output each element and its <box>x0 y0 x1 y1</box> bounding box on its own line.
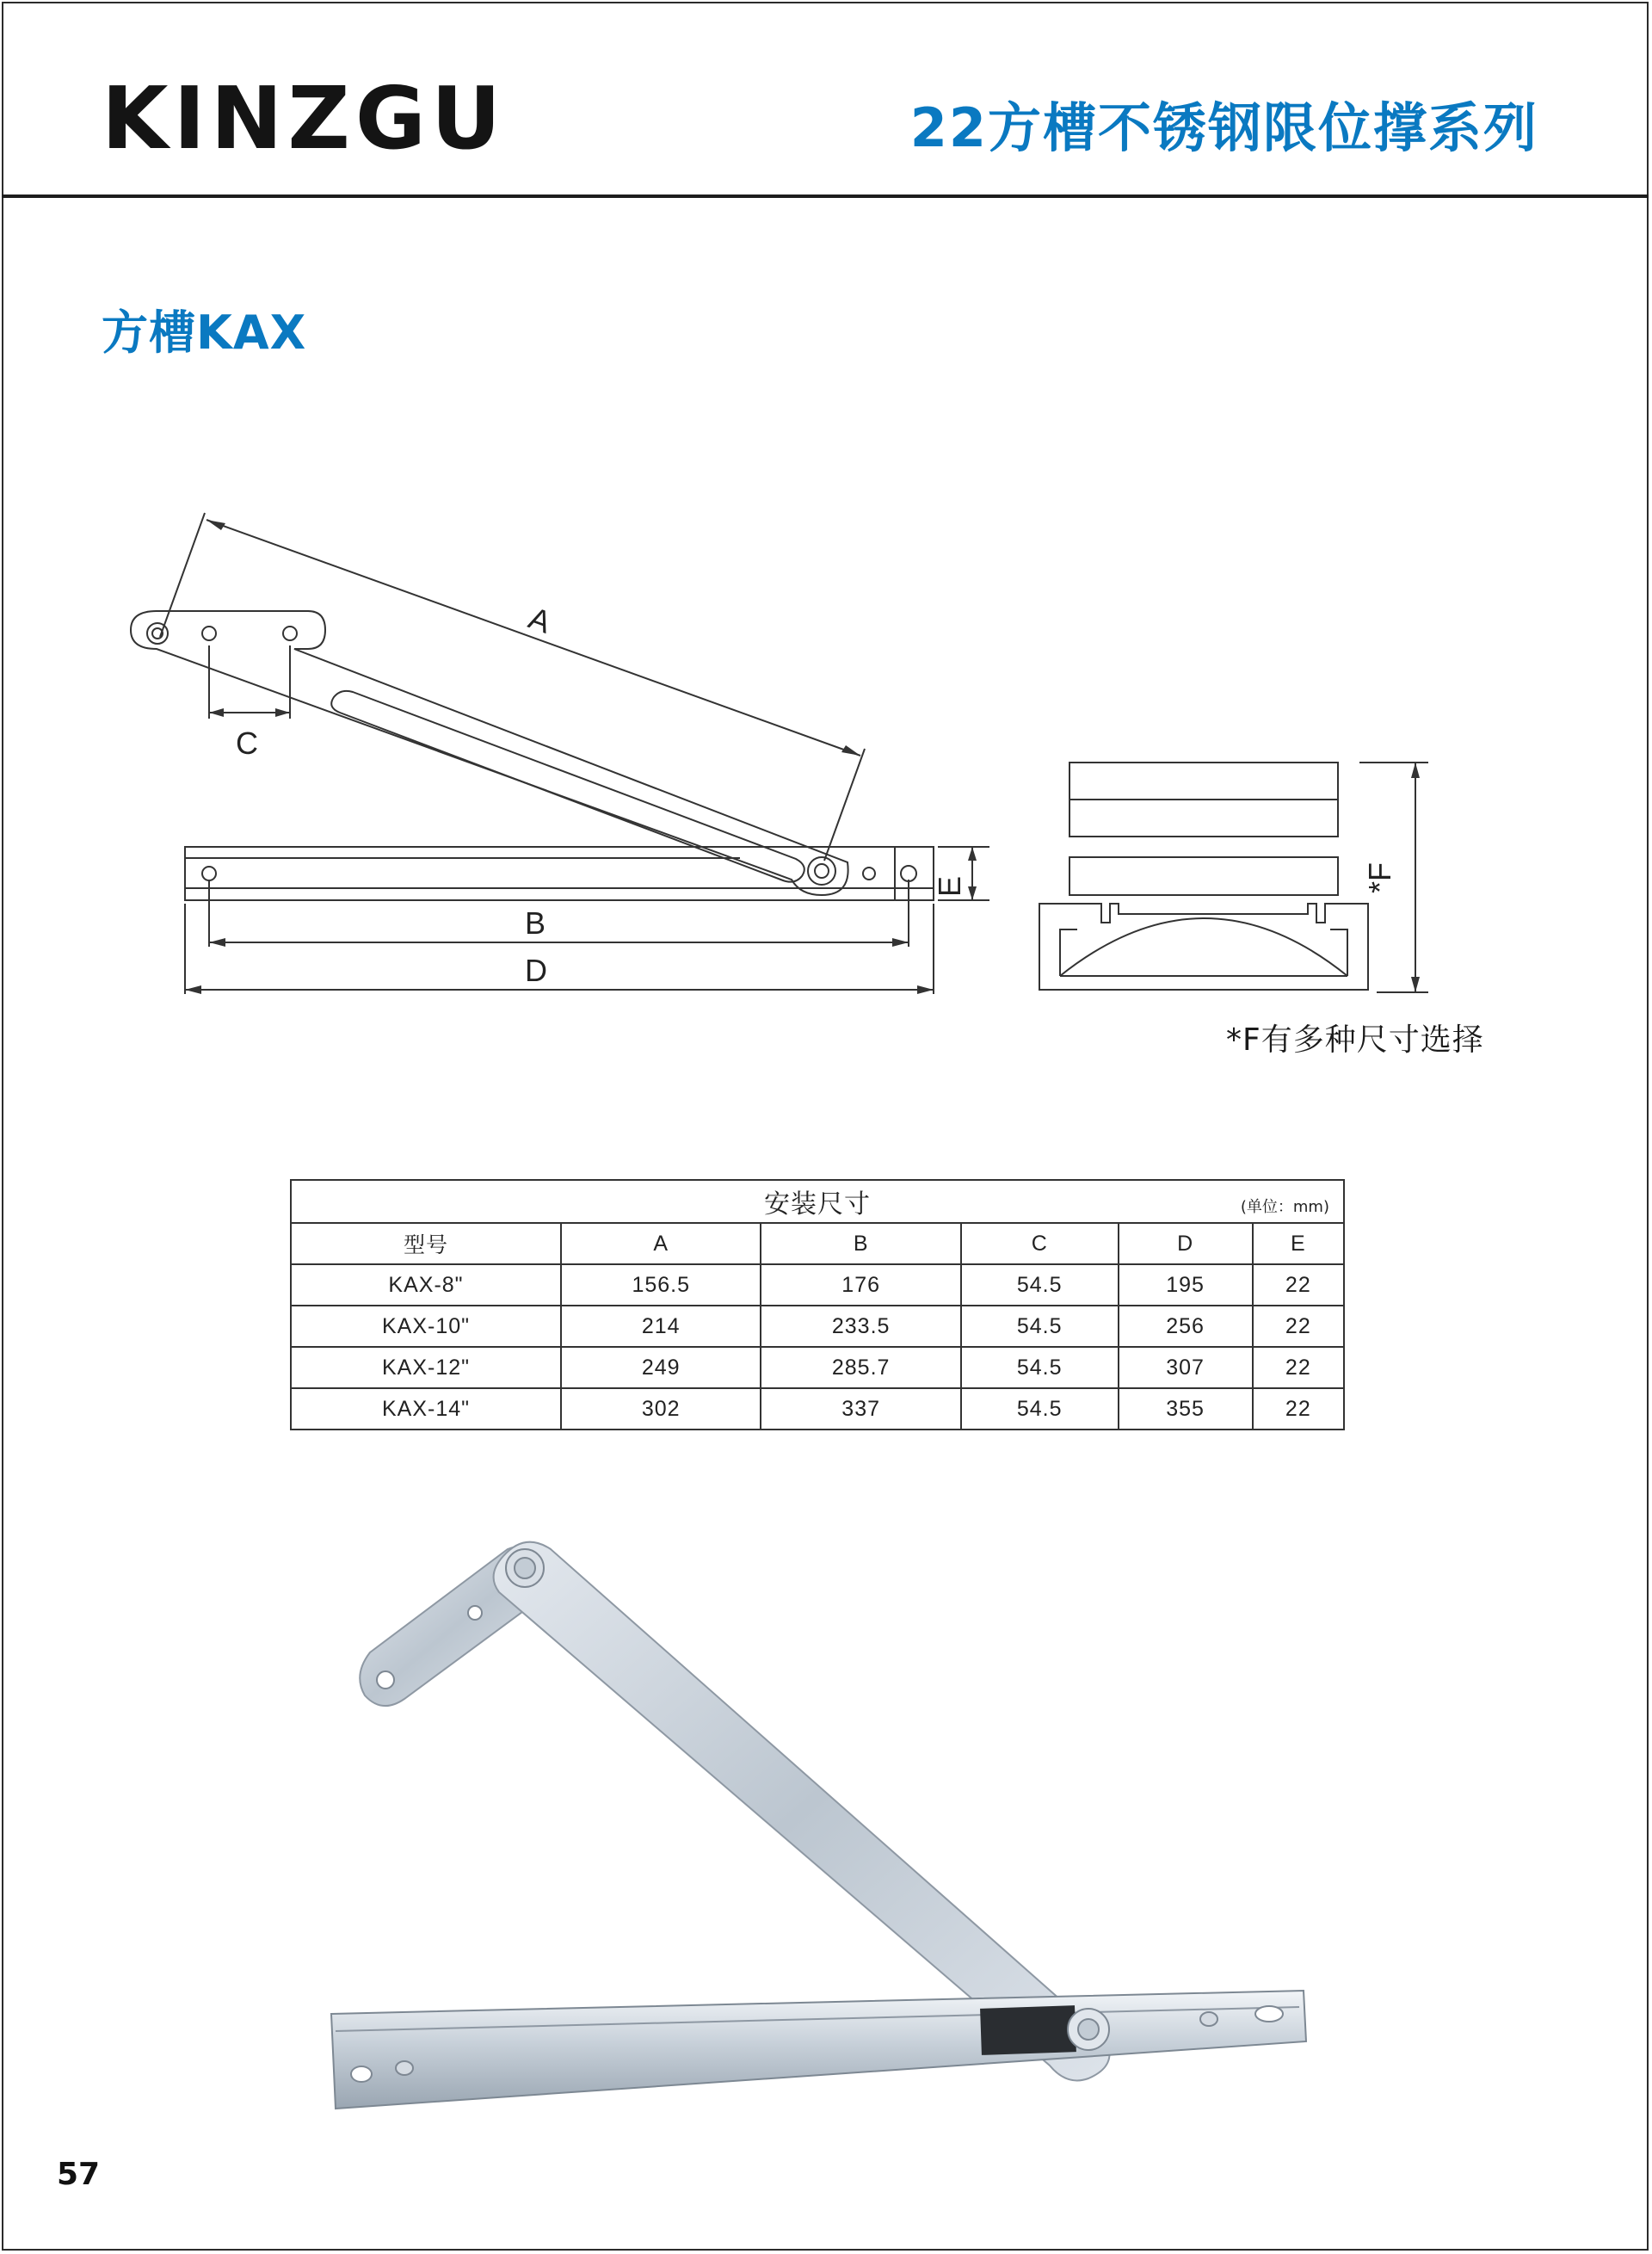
cell-model: KAX-8" <box>291 1264 561 1306</box>
cell-d: 195 <box>1119 1264 1253 1306</box>
table-row <box>291 1388 1344 1430</box>
installation-dimensions-table <box>290 1179 1345 1430</box>
pivot-hole <box>147 623 168 644</box>
header-e: E <box>1253 1223 1344 1264</box>
header-c: C <box>961 1223 1119 1264</box>
unit-note: (单位：mm) <box>1240 1198 1329 1216</box>
table-row <box>291 1347 1344 1388</box>
arm-slot <box>331 691 804 882</box>
label-c: C <box>236 726 258 761</box>
label-e: E <box>932 875 967 898</box>
cell-a: 249 <box>561 1347 761 1388</box>
f-size-note: *F有多种尺寸选择 <box>1226 1022 1484 1058</box>
slider-block <box>980 2005 1076 2055</box>
track-channel <box>331 1991 1306 2109</box>
label-d: D <box>525 953 547 988</box>
header-d: D <box>1119 1223 1253 1264</box>
header-a: A <box>561 1223 761 1264</box>
cell-model: KAX-10" <box>291 1306 561 1347</box>
page-number: 57 <box>57 2157 101 2192</box>
cell-a: 214 <box>561 1306 761 1347</box>
cell-b: 176 <box>761 1264 960 1306</box>
slider-pivot <box>808 857 835 885</box>
cell-a: 302 <box>561 1388 761 1430</box>
label-a: A <box>524 599 556 640</box>
cell-c: 54.5 <box>961 1306 1119 1347</box>
section-arc <box>1060 918 1347 976</box>
cell-e: 22 <box>1253 1347 1344 1388</box>
cell-c: 54.5 <box>961 1264 1119 1306</box>
cell-d: 307 <box>1119 1347 1253 1388</box>
product-photo <box>310 1515 1342 2117</box>
cell-e: 22 <box>1253 1264 1344 1306</box>
header-model: 型号 <box>291 1223 561 1264</box>
label-b: B <box>525 905 546 941</box>
cell-e: 22 <box>1253 1388 1344 1430</box>
dimension-line-a <box>206 520 860 756</box>
cell-d: 355 <box>1119 1388 1253 1430</box>
header-divider <box>2 195 1649 198</box>
cell-model: KAX-14" <box>291 1388 561 1430</box>
cell-b: 285.7 <box>761 1347 960 1388</box>
cell-b: 233.5 <box>761 1306 960 1347</box>
table-header-row <box>291 1223 1344 1264</box>
table-row <box>291 1264 1344 1306</box>
series-title: 22方槽不锈钢限位撑系列 <box>909 96 1538 159</box>
label-f: *F <box>1362 862 1397 893</box>
cell-e: 22 <box>1253 1306 1344 1347</box>
brand-logo-text: KINZGU <box>102 68 507 169</box>
table-caption: 安装尺寸 <box>764 1189 871 1220</box>
technical-drawing <box>0 482 1652 1016</box>
header-b: B <box>761 1223 960 1264</box>
cell-a: 156.5 <box>561 1264 761 1306</box>
cell-d: 256 <box>1119 1306 1253 1347</box>
cell-b: 337 <box>761 1388 960 1430</box>
section-title: 方槽KAX <box>102 306 307 360</box>
cell-c: 54.5 <box>961 1388 1119 1430</box>
cell-c: 54.5 <box>961 1347 1119 1388</box>
cell-model: KAX-12" <box>291 1347 561 1388</box>
track-outline <box>185 847 934 900</box>
section-block-mid <box>1069 857 1338 895</box>
table-row <box>291 1306 1344 1347</box>
